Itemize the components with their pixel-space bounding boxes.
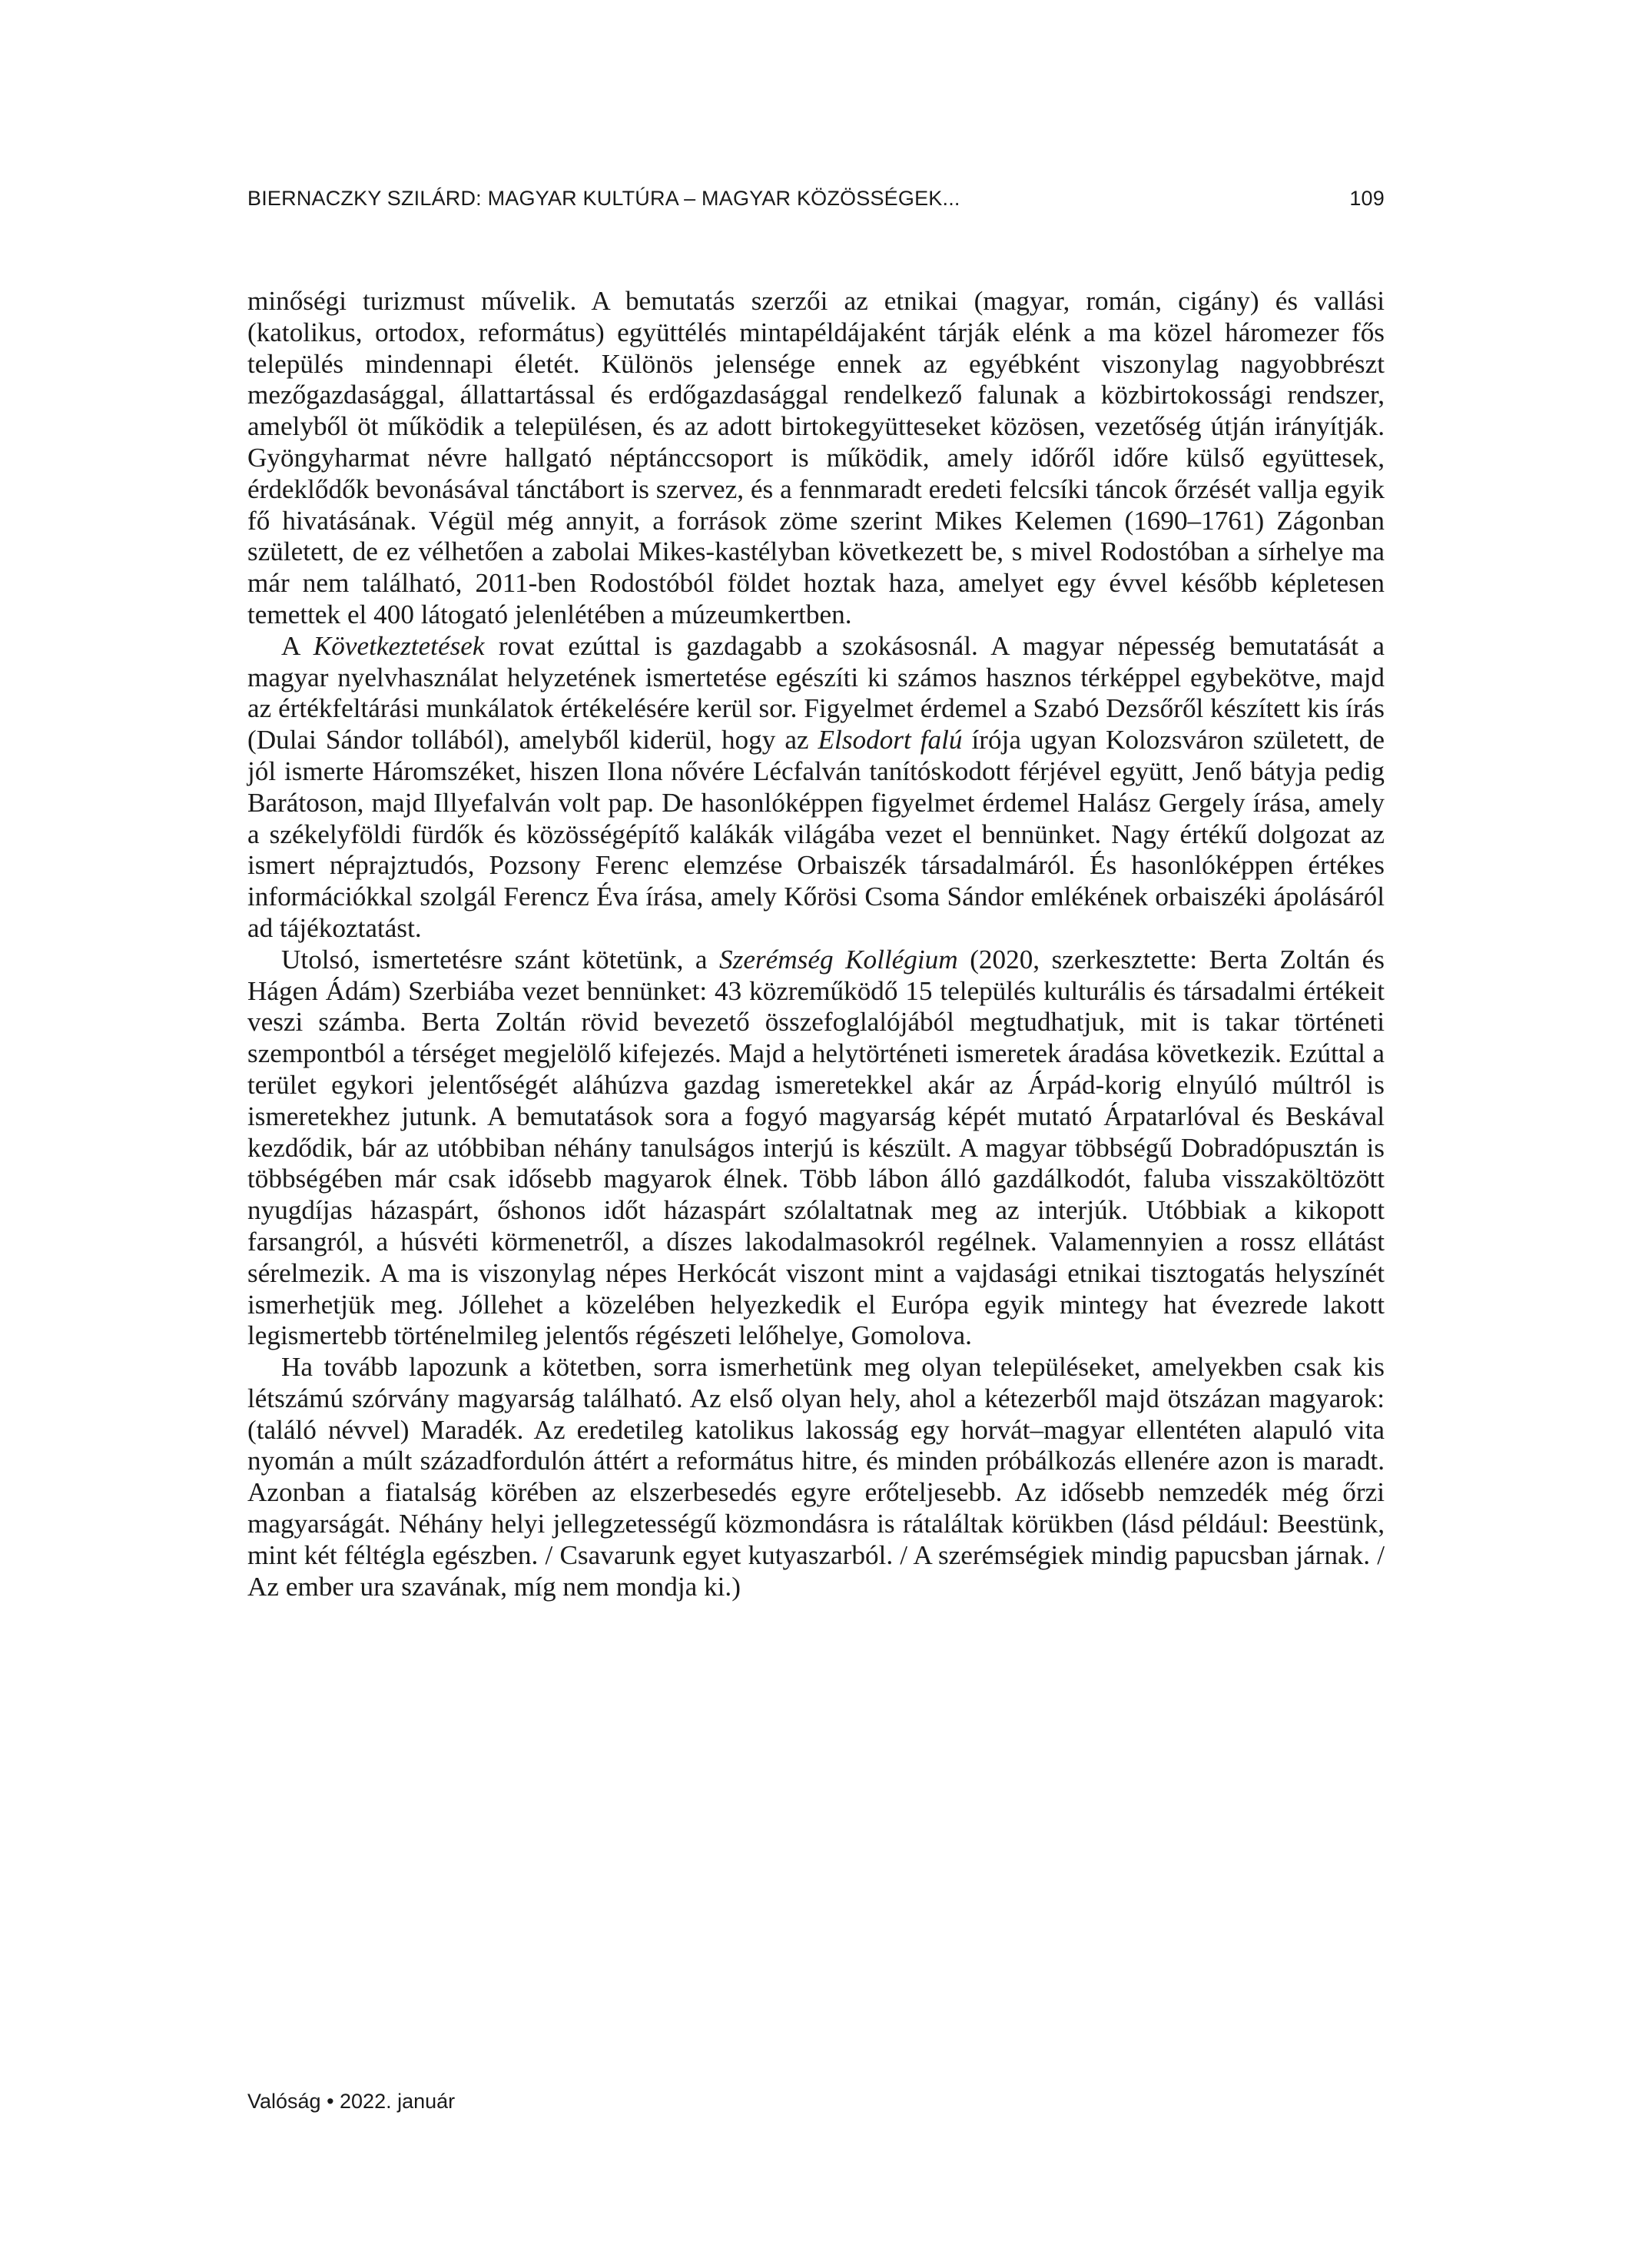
running-head-title: BIERNACZKY SZILÁRD: MAGYAR KULTÚRA – MAGYAR KÖZÖSSÉGEK... (247, 187, 960, 210)
footer (247, 2090, 455, 2114)
paragraph-1 (247, 286, 1385, 631)
paragraph-2-lead: A (281, 630, 313, 661)
paragraph-2-rest: írója ugyan Kolozsváron született, de jól ismerte Háromszéket, hiszen Ilona nővére Lécfalván tanítóskodott férjével együtt, Jenő bátyja pedig Barátoson, majd Illyefalván volt pap. De hasonlóképpen figyelmet érdemel Halász Gergely írása, amely a székelyföldi fürdők és közösségépítő kalákák világába vezet el bennünket. Nagy értékű dolgozat az ismert néprajztudós, Pozsony Ferenc elemzése Orbaiszék társadalmáról. És hasonlóképpen értékes információkkal szolgál Ferencz Éva írása, amely Kőrösi Csoma Sándor emlékének orbaiszéki ápolásáról ad tájékoztatást. (247, 725, 1385, 943)
article-body (247, 286, 1385, 1602)
paragraph-4-text: Ha tovább lapozunk a kötetben, sorra ismerhetünk meg olyan településeket, amelyekben csak kis létszámú szórvány magyarság található. Az első olyan hely, ahol a kétezerből majd ötszázan magyarok: (találó névvel) Maradék. Az eredetileg katolikus lakosság egy horvát–magyar ellentéten alapuló vita nyomán a múlt századfordulón áttért a református hitre, és minden próbálkozás ellenére azon is maradt. Azonban a fiatalság körében az elszerbesedés egyre erőteljesebb. Az idősebb nemzedék még őrzi magyarságát. Néhány helyi jellegzetességű közmondásra is rátaláltak körükben (lásd például: Beestünk, mint két féltégla egészben. / Csavarunk egyet kutyaszarból. / A szerémségiek mindig papucsban járnak. / Az ember ura szavának, míg nem mondja ki.) (247, 1352, 1385, 1602)
paragraph-3-lead: Utolsó, ismertetésre szánt kötetünk, a (281, 944, 720, 975)
italic-title-kovetkeztetesek: Következtetések (313, 630, 485, 661)
paragraph-3-rest: (2020, szerkesztette: Berta Zoltán és Hágen Ádám) Szerbiába vezet bennünket: 43 közreműködő 15 település kulturális és társadalmi értékeit veszi számba. Berta Zoltán rövid bevezető összefoglalójából megtudhatjuk, mit is takar történeti szempontból a térséget megjelölő kifejezés. Majd a helytörténeti ismeretek áradása következik. Ezúttal a terület egykori jelentőségét aláhúzva gazdag ismeretekkel akár az Árpád-korig elnyúló múltról is ismeretekhez jutunk. A bemutatások sora a fogyó magyarság képét mutató Árpatarlóval és Beskával kezdődik, bár az utóbbiban néhány tanulságos interjú is készült. A magyar többségű Dobradópusztán is többségében már csak idősebb magyarok élnek. Több lábon álló gazdálkodót, faluba visszaköltözött nyugdíjas házaspárt, őshonos időt házaspárt szólaltatnak meg az interjúk. Utóbbiak a kikopott farsangról, a húsvéti körmenetről, a díszes lakodalmasokról regélnek. Valamennyien a rossz ellátást sérelmezik. A ma is viszonylag népes Herkócát viszont mint a vajdasági etnikai tisztogatás helyszínét ismerhetjük meg. Jóllehet a közelében helyezkedik el Európa egyik mintegy hat évezrede lakott legismertebb történelmileg jelentős régészeti lelőhelye, Gomolova. (247, 944, 1385, 1351)
page-number: 109 (1349, 187, 1385, 210)
footer-journal-date: Valóság • 2022. január (247, 2090, 456, 2113)
paragraph-3 (247, 945, 1385, 1352)
paragraph-2 (247, 631, 1385, 945)
paragraph-4 (247, 1352, 1385, 1602)
running-head (247, 187, 1385, 218)
paragraph-1-text: minőségi turizmust művelik. A bemutatás szerzői az etnikai (magyar, román, cigány) és vallási (katolikus, ortodox, református) együttélés mintapéldájaként tárják elénk a ma közel háromezer fős település mindennapi életét. Különös jelensége ennek az egyébként viszonylag nagyobbrészt mezőgazdasággal, állattartással és erdőgazdasággal rendelkező falunak a közbirtokossági rendszer, amelyből öt működik a településen, és az adott birtokegyütteseket közösen, vezetőség útján irányítják. Gyöngyharmat névre hallgató néptánccsoport is működik, amely időről időre külső együttesek, érdeklődők bevonásával tánctábort is szervez, és a fennmaradt eredeti felcsíki táncok őrzését vallja egyik fő hivatásának. Végül még annyit, a források zöme szerint Mikes Kelemen (1690–1761) Zágonban született, de ez vélhetően a zabolai Mikes-kastélyban következett be, s mivel Rodostóban a sírhelye ma már nem található, 2011-ben Rodostóból földet hoztak haza, amelyet egy évvel később képletesen temettek el 400 látogató jelenlétében a múzeumkertben. (247, 286, 1385, 629)
italic-title-szeremseg-kollegium: Szerémség Kollégium (719, 944, 958, 975)
italic-title-elsodort-falu: Elsodort falú (818, 725, 963, 755)
paragraph-2-middle: rovat ezúttal is gazdagabb a szokásosnál. A magyar népesség bemutatását a magyar nyelvhasználat helyzetének ismertetése egészíti ki számos hasznos térképpel egybekötve, majd az értékfeltárási munkálatok értékelésére kerül sor. Figyelmet érdemel a Szabó Dezsőről készített kis írás (Dulai Sándor tollából), amelyből kiderül, hogy az (247, 630, 1385, 755)
